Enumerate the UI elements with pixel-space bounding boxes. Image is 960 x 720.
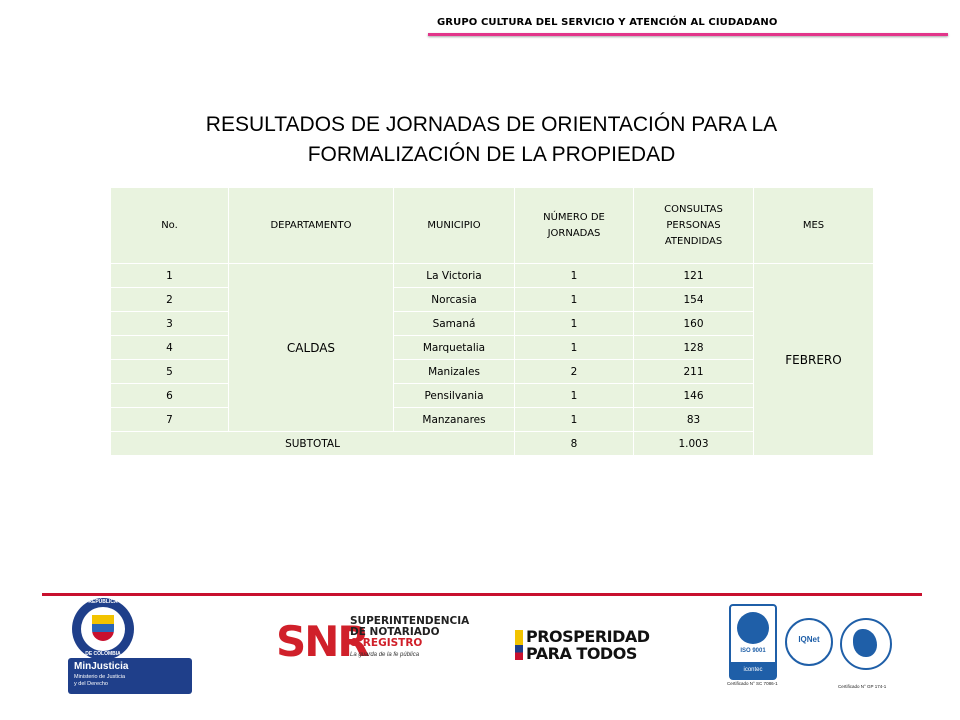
cell-jornadas: 1: [515, 288, 634, 312]
cell-no: 1: [111, 264, 229, 288]
header-consultas: CONSULTAS PERSONAS ATENDIDAS: [634, 188, 754, 264]
header-jornadas: NÚMERO DE JORNADAS: [515, 188, 634, 264]
prosperidad-text: PROSPERIDAD PARA TODOS: [526, 627, 650, 663]
cell-no: 7: [111, 408, 229, 432]
cell-jornadas: 1: [515, 384, 634, 408]
cell-consultas: 160: [634, 312, 754, 336]
cell-municipio: Samaná: [394, 312, 515, 336]
cell-no: 3: [111, 312, 229, 336]
colombia-seal-icon: [72, 598, 134, 660]
footer-divider: [42, 593, 922, 596]
table-row: [111, 264, 874, 288]
cell-no: 2: [111, 288, 229, 312]
cell-consultas: 146: [634, 384, 754, 408]
page-title-line1: RESULTADOS DE JORNADAS DE ORIENTACIÓN PARA LA: [205, 113, 778, 136]
gp-certificate: Certificado N° GP 174-1: [838, 684, 887, 689]
cell-no: 6: [111, 384, 229, 408]
cell-jornadas: 1: [515, 408, 634, 432]
cell-consultas: 83: [634, 408, 754, 432]
subtotal-jornadas: 8: [515, 432, 634, 456]
header-departamento: DEPARTAMENTO: [229, 188, 394, 264]
seal-top-text: REPÚBLICA: [88, 599, 118, 605]
cell-consultas: 121: [634, 264, 754, 288]
iqnet-label: IQNet: [798, 635, 820, 644]
snr-slogan: La guarda de la fe pública: [350, 652, 420, 658]
cell-municipio: Norcasia: [394, 288, 515, 312]
cell-consultas: 128: [634, 336, 754, 360]
snr-name: SUPERINTENDENCIA DE NOTARIADO & REGISTRO: [350, 615, 470, 649]
subtotal-consultas: 1.003: [634, 432, 754, 456]
colombia-flag-icon: [515, 630, 523, 660]
minjusticia-banner: [68, 658, 192, 694]
header-mes: MES: [754, 188, 874, 264]
icontec-brand: icontec: [731, 662, 775, 678]
seal-bottom-text: DE COLOMBIA: [85, 651, 121, 657]
cell-mes: FEBRERO: [754, 264, 874, 456]
cell-municipio: Manizales: [394, 360, 515, 384]
icontec-logo: [725, 604, 780, 690]
cell-jornadas: 1: [515, 264, 634, 288]
minjusticia-logo: [68, 598, 193, 694]
header-no: No.: [111, 188, 229, 264]
iqnet-logo: [783, 618, 833, 688]
header-group-name: GRUPO CULTURA DEL SERVICIO Y ATENCIÓN AL CIUDADANO: [437, 17, 778, 28]
cell-consultas: 211: [634, 360, 754, 384]
page-title: [110, 110, 873, 170]
icontec-icon: [737, 612, 769, 644]
cell-no: 5: [111, 360, 229, 384]
minjusticia-name: MinJusticia: [74, 661, 129, 672]
header-municipio: MUNICIPIO: [394, 188, 515, 264]
cell-no: 4: [111, 336, 229, 360]
coat-of-arms-icon: [92, 615, 114, 641]
snr-logo: [270, 607, 470, 677]
prosperidad-logo: [515, 627, 650, 668]
iso-label: ISO 9001: [740, 648, 766, 654]
cell-municipio: Manzanares: [394, 408, 515, 432]
icontec-certificate: Certificado N° SC 7086-1: [727, 681, 778, 686]
cell-consultas: 154: [634, 288, 754, 312]
colombia-map-icon: [853, 629, 877, 657]
subtotal-label: SUBTOTAL: [111, 432, 515, 456]
results-table: [110, 187, 874, 456]
header-divider: [428, 33, 948, 36]
cell-departamento: CALDAS: [229, 264, 394, 432]
page-title-line2: FORMALIZACIÓN DE LA PROPIEDAD: [307, 143, 676, 166]
gp-certification-logo: [838, 618, 893, 692]
table-header-row: [111, 188, 874, 264]
cell-municipio: La Victoria: [394, 264, 515, 288]
cell-municipio: Marquetalia: [394, 336, 515, 360]
cell-jornadas: 1: [515, 312, 634, 336]
cell-municipio: Pensilvania: [394, 384, 515, 408]
cell-jornadas: 2: [515, 360, 634, 384]
cell-jornadas: 1: [515, 336, 634, 360]
snr-mark: SNR: [276, 617, 368, 666]
minjusticia-subtitle: Ministerio de Justicia y del Derecho: [74, 674, 126, 687]
